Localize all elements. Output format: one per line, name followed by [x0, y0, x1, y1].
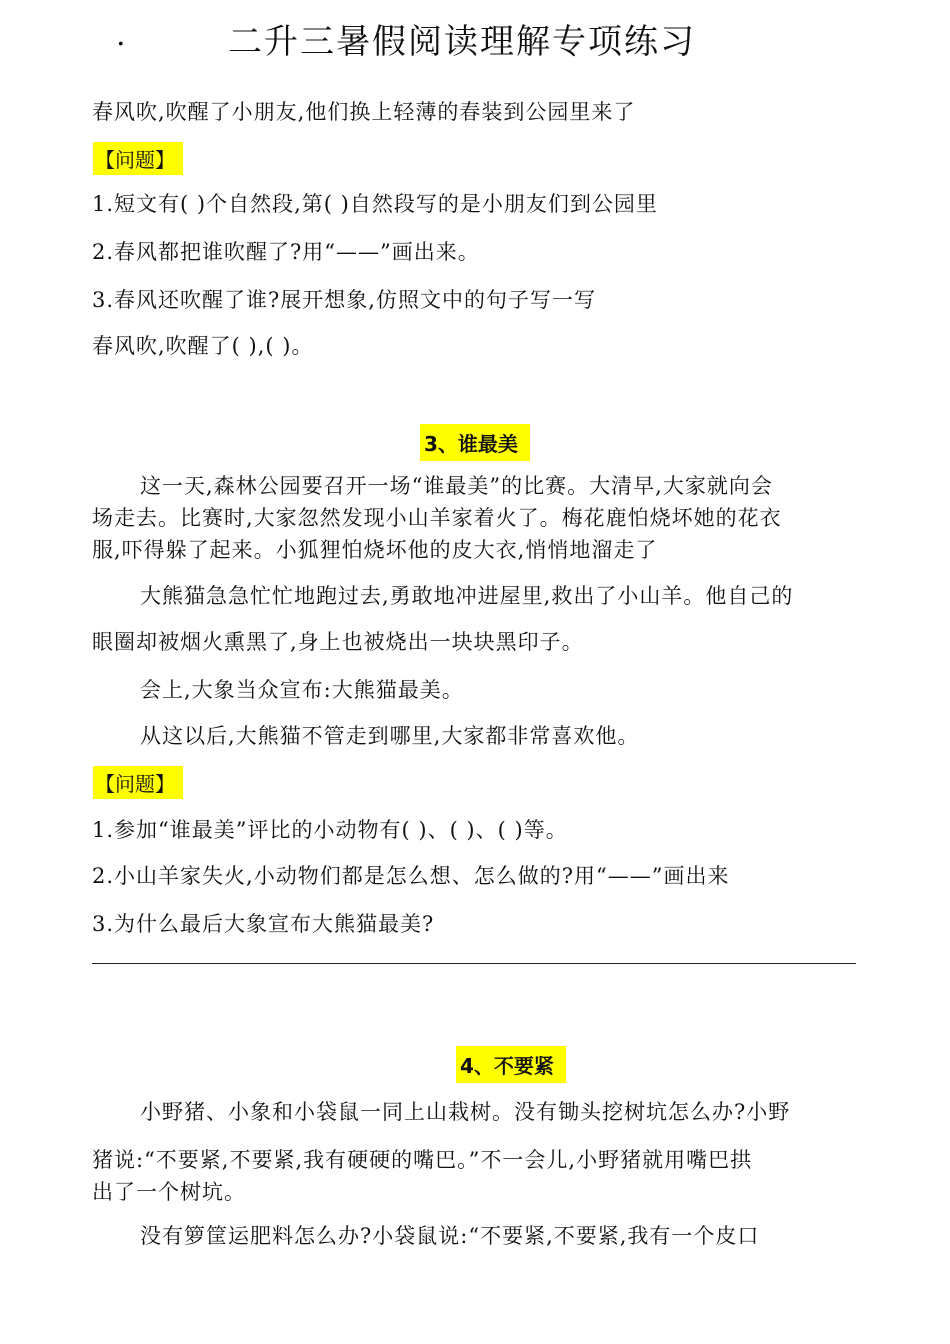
passage-line: 这一天,森林公园要召开一场“谁最美”的比赛。大清早,大家就向会: [140, 474, 773, 498]
question-3: 3.为什么最后大象宣布大熊猫最美?: [92, 912, 435, 936]
passage-line: 小野猪、小象和小袋鼠一同上山栽树。没有锄头挖树坑怎么办?小野: [140, 1100, 791, 1124]
section-heading: 4、不要紧: [456, 1046, 566, 1083]
question-1: 1.短文有( )个自然段,第( )自然段写的是小朋友们到公园里: [92, 192, 658, 216]
section-heading: 3、谁最美: [420, 424, 530, 461]
passage-line: 场走去。比赛时,大家忽然发现小山羊家着火了。梅花鹿怕烧坏她的花衣: [92, 506, 782, 530]
passage-line: 会上,大象当众宣布:大熊猫最美。: [140, 678, 464, 702]
passage-line: 从这以后,大熊猫不管走到哪里,大家都非常喜欢他。: [140, 724, 640, 748]
question-2: 2.小山羊家失火,小动物们都是怎么想、怎么做的?用“——”画出来: [92, 864, 730, 888]
passage-line: 猪说:“不要紧,不要紧,我有硬硬的嘴巴。”不一会儿,小野猪就用嘴巴拱: [92, 1148, 753, 1172]
passage-line: 大熊猫急急忙忙地跑过去,勇敢地冲进屋里,救出了小山羊。他自己的: [140, 584, 794, 608]
page-title: 二升三暑假阅读理解专项练习: [228, 22, 696, 62]
passage-line: 没有箩筐运肥料怎么办?小袋鼠说:“不要紧,不要紧,我有一个皮口: [140, 1224, 760, 1248]
passage-line: 春风吹,吹醒了小朋友,他们换上轻薄的春装到公园里来了: [92, 100, 636, 124]
question-2: 2.春风都把谁吹醒了?用“——”画出来。: [92, 240, 480, 264]
title-dot: .: [116, 18, 126, 53]
answer-line: [92, 963, 856, 964]
fill-in-line: 春风吹,吹醒了( ),( )。: [92, 334, 314, 358]
passage-line: 眼圈却被烟火熏黑了,身上也被烧出一块块黑印子。: [92, 630, 584, 654]
question-3: 3.春风还吹醒了谁?展开想象,仿照文中的句子写一写: [92, 288, 596, 312]
question-1: 1.参加“谁最美”评比的小动物有( )、( )、( )等。: [92, 818, 568, 842]
question-tag: 【问题】: [93, 142, 183, 175]
passage-line: 服,吓得躲了起来。小狐狸怕烧坏他的皮大衣,悄悄地溜走了: [92, 538, 658, 562]
passage-line: 出了一个树坑。: [92, 1180, 246, 1204]
question-tag: 【问题】: [93, 766, 183, 799]
